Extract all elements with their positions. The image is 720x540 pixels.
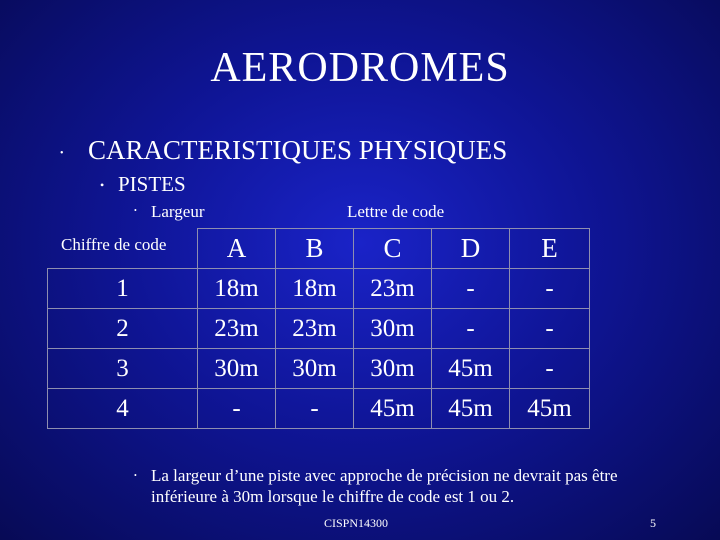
table-cell: 45m <box>432 349 510 389</box>
table-row <box>48 269 590 309</box>
table-header-row <box>48 229 590 269</box>
code-letter-b: B <box>276 229 354 269</box>
table-cell: 45m <box>510 389 590 429</box>
page-number: 5 <box>650 516 656 530</box>
bullet-level3: • <box>134 471 137 480</box>
code-number-cell: 3 <box>48 349 198 389</box>
table-cell: - <box>510 309 590 349</box>
table-cell: 30m <box>354 349 432 389</box>
bullet-level3: • <box>134 206 137 215</box>
table-cell: - <box>432 309 510 349</box>
heading-caracteristiques: CARACTERISTIQUES PHYSIQUES <box>88 135 508 165</box>
table-row <box>48 349 590 389</box>
column-group-label: Lettre de code <box>347 202 445 221</box>
table-cell: 45m <box>432 389 510 429</box>
code-number-cell: 4 <box>48 389 198 429</box>
table-cell: 23m <box>354 269 432 309</box>
table-row <box>48 309 590 349</box>
table-cell: 18m <box>276 269 354 309</box>
table-cell: 23m <box>198 309 276 349</box>
bullet-level1: • <box>60 148 64 159</box>
table-cell: - <box>276 389 354 429</box>
row-header-label: Chiffre de code <box>61 235 167 254</box>
code-number-cell: 2 <box>48 309 198 349</box>
table-cell: 23m <box>276 309 354 349</box>
code-letter-d: D <box>432 229 510 269</box>
precision-approach-note: La largeur d’une piste avec approche de précision ne devrait pas être inférieure à 30m lorsque le chiffre de code est 1 ou 2. <box>151 466 618 506</box>
footer-text: CISPN14300 <box>324 516 389 530</box>
subheading-pistes: PISTES <box>118 172 186 196</box>
table-cell: - <box>198 389 276 429</box>
table-cell: 45m <box>354 389 432 429</box>
table-row <box>48 389 590 429</box>
table-cell: 18m <box>198 269 276 309</box>
table-cell: - <box>510 269 590 309</box>
table-cell: - <box>432 269 510 309</box>
table-cell: 30m <box>276 349 354 389</box>
code-letter-a: A <box>198 229 276 269</box>
code-number-cell: 1 <box>48 269 198 309</box>
table-corner-cell <box>48 229 198 269</box>
code-letter-c: C <box>354 229 432 269</box>
table-cell: 30m <box>354 309 432 349</box>
runway-width-table <box>47 228 590 429</box>
table-cell: - <box>510 349 590 389</box>
code-letter-e: E <box>510 229 590 269</box>
bullet-level2: • <box>100 178 105 192</box>
label-largeur: Largeur <box>151 202 205 221</box>
table-cell: 30m <box>198 349 276 389</box>
slide-title: AERODROMES <box>210 45 510 91</box>
